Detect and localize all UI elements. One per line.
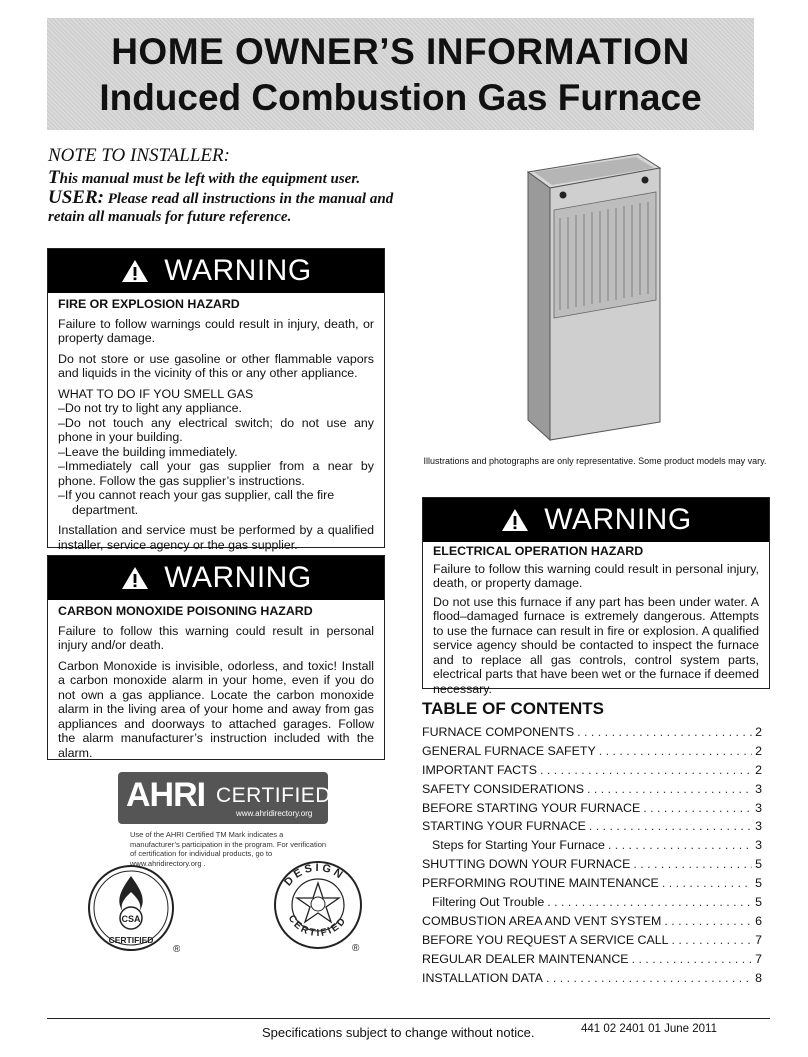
- warning-paragraph: Failure to follow this warning could result in personal injury and/or death.: [58, 623, 374, 652]
- toc-item-page: 8: [755, 970, 762, 985]
- ahri-certified-logo: [118, 772, 344, 824]
- warning-title: WARNING: [164, 561, 312, 594]
- footer-notice: Specifications subject to change without notice.: [262, 1025, 535, 1040]
- document-number: 441 02 2401 01 June 2011: [581, 1023, 717, 1035]
- hazard-title: FIRE OR EXPLOSION HAZARD: [58, 297, 240, 311]
- toc-item-page: 2: [755, 725, 762, 739]
- toc-item[interactable]: [422, 969, 762, 988]
- toc-item-page: 7: [755, 932, 762, 947]
- toc-item-label: BEFORE STARTING YOUR FURNACE: [422, 800, 641, 815]
- toc-item-page: 5: [755, 876, 762, 891]
- warning-list-item-cont: department.: [72, 502, 139, 517]
- electrical-warning-box: [422, 497, 770, 696]
- toc-item-page: 5: [755, 895, 762, 910]
- note-user-label: USER:: [48, 187, 104, 208]
- note-installer-text: [48, 167, 360, 189]
- seal-registered: ®: [173, 944, 180, 955]
- warning-triangle-icon: [120, 565, 150, 591]
- smell-gas-heading: WHAT TO DO IF YOU SMELL GAS: [58, 386, 254, 401]
- toc-item-label: INSTALLATION DATA: [422, 970, 543, 985]
- note-user-text: [48, 187, 393, 209]
- toc-item-label: IMPORTANT FACTS: [422, 762, 537, 777]
- toc-item[interactable]: [422, 780, 762, 799]
- toc-item-page: 3: [755, 838, 762, 853]
- toc-item-page: 6: [755, 913, 762, 928]
- toc-item-label: GENERAL FURNACE SAFETY: [422, 743, 596, 758]
- note-installer-rest: his manual must be left with the equipment user.: [59, 171, 361, 187]
- hazard-title: CARBON MONOXIDE POISONING HAZARD: [58, 604, 313, 618]
- toc-item-label: COMBUSTION AREA AND VENT SYSTEM: [422, 913, 662, 928]
- ahri-certified-word: CERTIFIED™: [216, 784, 344, 807]
- ahri-mark: AHRI: [126, 776, 206, 814]
- toc-item[interactable]: [422, 723, 762, 742]
- furnace-illustration: [510, 150, 670, 445]
- fire-warning-box: [47, 248, 385, 552]
- seal-right-top: DESIGN: [282, 861, 348, 889]
- toc-subitem[interactable]: [422, 893, 762, 912]
- warning-header: [48, 556, 384, 600]
- toc-item[interactable]: [422, 912, 762, 931]
- seal-left-text: CERTIFIED: [108, 935, 154, 945]
- warning-triangle-icon: [500, 507, 530, 533]
- toc-item[interactable]: [422, 799, 762, 818]
- warning-list-item: –If you cannot reach your gas supplier, call the fire: [58, 488, 335, 502]
- ahri-note: Use of the AHRI Certified TM Mark indicates a manufacturer’s participation in the program. For verification of certification for individual products, go to www.ahridirectory.org .: [130, 830, 327, 868]
- hazard-title: ELECTRICAL OPERATION HAZARD: [433, 544, 644, 558]
- warning-list-item: –Do not try to light any appliance.: [58, 401, 242, 415]
- toc-item-label: REGULAR DEALER MAINTENANCE: [422, 951, 629, 966]
- warning-title: WARNING: [544, 503, 692, 536]
- warning-list-item: –Do not touch any electrical switch; do not use any phone in your building.: [58, 415, 374, 444]
- warning-paragraph: Installation and service must be performed by a qualified installer, service agency or the gas supplier.: [58, 523, 374, 552]
- seal-registered: ®: [352, 943, 360, 954]
- warning-triangle-icon: [120, 258, 150, 284]
- toc-subitem[interactable]: [422, 836, 762, 855]
- warning-paragraph: Failure to follow warnings could result in injury, death, or property damage.: [58, 316, 374, 345]
- toc-item-page: 5: [755, 857, 762, 872]
- toc-item[interactable]: [422, 742, 762, 761]
- ahri-url: www.ahridirectory.org: [236, 809, 313, 818]
- seal-right-bottom: CERTIFIED: [285, 913, 350, 940]
- toc-item-page: 7: [755, 951, 762, 966]
- warning-list-item: –Immediately call your gas supplier from a near by phone. Follow the gas supplier’s instructions.: [58, 459, 374, 488]
- footer-rule: [47, 1018, 770, 1019]
- csa-certified-seal-icon: [85, 862, 180, 957]
- title-banner: [47, 18, 754, 130]
- warning-paragraph: Failure to follow this warning could result in personal injury, death, or property damage.: [433, 561, 759, 590]
- toc-item[interactable]: [422, 855, 762, 874]
- toc-item[interactable]: [422, 761, 762, 780]
- warning-paragraph: Carbon Monoxide is invisible, odorless, and toxic! Install a carbon monoxide alarm in your home, even if you do not own a gas appliance. Locate the carbon monoxide alarm in the living area of your home and away from gas appliances and doorways to attached garages. Follow the alarm manufacturer’s instruction included with the alarm.: [58, 658, 374, 760]
- seal-mark: CSA: [121, 914, 141, 924]
- note-user-line-1: Please read all instructions in the manual and: [107, 191, 394, 207]
- toc-item-label: Steps for Starting Your Furnace: [432, 838, 605, 853]
- warning-title: WARNING: [164, 254, 312, 287]
- toc-item-page: 3: [755, 781, 762, 796]
- toc-item-label: FURNACE COMPONENTS: [422, 725, 575, 739]
- toc-item-label: SAFETY CONSIDERATIONS: [422, 781, 585, 796]
- design-certified-seal-icon: [270, 855, 365, 955]
- toc-item-label: SHUTTING DOWN YOUR FURNACE: [422, 857, 631, 872]
- warning-header: [423, 498, 769, 542]
- note-installer-label: NOTE TO INSTALLER:: [48, 145, 230, 166]
- warning-list-item: –Leave the building immediately.: [58, 444, 238, 459]
- warning-paragraph: Do not store or use gasoline or other flammable vapors and liquids in the vicinity of this or any other appliance.: [58, 351, 374, 380]
- toc-item[interactable]: [422, 874, 762, 893]
- toc-title: TABLE OF CONTENTS: [422, 699, 604, 718]
- toc-item-label: Filtering Out Trouble: [432, 895, 545, 910]
- warning-paragraph: Do not use this furnace if any part has been under water. A flood–damaged furnace is extremely dangerous. Attempts to use the furnace can result in fire or explosion. A qualified service agency should be contacted to inspect the furnace and to replace all gas controls, control system parts, electrical parts that have been wet or the furnace if deemed necessary.: [433, 594, 759, 696]
- toc-item-label: BEFORE YOU REQUEST A SERVICE CALL: [422, 932, 669, 947]
- toc-item[interactable]: [422, 950, 762, 969]
- co-warning-box: [47, 555, 385, 760]
- toc-item[interactable]: [422, 817, 762, 836]
- toc-item-label: PERFORMING ROUTINE MAINTENANCE: [422, 876, 659, 891]
- toc-item-page: 2: [755, 762, 762, 777]
- table-of-contents: [422, 723, 762, 987]
- note-user-line-2: retain all manuals for future reference.: [48, 209, 292, 225]
- toc-item-page: 2: [755, 743, 762, 758]
- title-line-1: HOME OWNER’S INFORMATION: [111, 31, 690, 72]
- toc-item-label: STARTING YOUR FURNACE: [422, 819, 586, 834]
- toc-item[interactable]: [422, 931, 762, 950]
- illustration-caption: Illustrations and photographs are only representative. Some product models may vary.: [423, 456, 767, 466]
- title-line-2: Induced Combustion Gas Furnace: [99, 77, 702, 118]
- toc-item-page: 3: [755, 800, 762, 815]
- note-installer-initial: T: [48, 167, 60, 188]
- warning-header: [48, 249, 384, 293]
- toc-item-page: 3: [755, 819, 762, 834]
